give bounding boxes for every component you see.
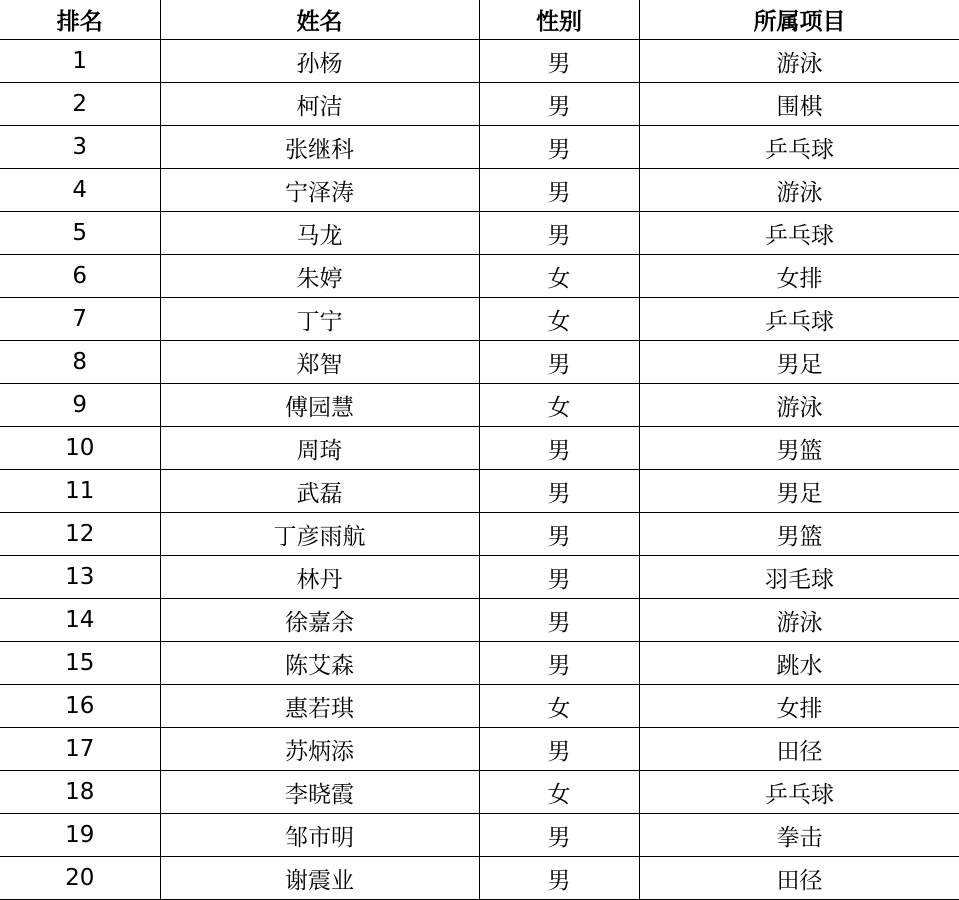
cell-sport: 游泳 [639, 599, 959, 642]
cell-name: 林丹 [160, 556, 479, 599]
cell-sport: 男足 [639, 341, 959, 384]
cell-name: 柯洁 [160, 83, 479, 126]
cell-rank: 16 [0, 685, 160, 728]
header-sport: 所属项目 [639, 0, 959, 40]
cell-rank: 13 [0, 556, 160, 599]
table-row [0, 642, 959, 685]
cell-gender: 男 [479, 212, 639, 255]
cell-sport: 女排 [639, 685, 959, 728]
cell-gender: 男 [479, 126, 639, 169]
table-row [0, 40, 959, 83]
cell-sport: 田径 [639, 728, 959, 771]
cell-name: 傅园慧 [160, 384, 479, 427]
cell-gender: 男 [479, 642, 639, 685]
cell-sport: 游泳 [639, 40, 959, 83]
cell-rank: 1 [0, 40, 160, 83]
cell-gender: 女 [479, 298, 639, 341]
cell-rank: 18 [0, 771, 160, 814]
cell-gender: 女 [479, 771, 639, 814]
cell-gender: 女 [479, 685, 639, 728]
cell-sport: 游泳 [639, 169, 959, 212]
table-row [0, 212, 959, 255]
table-row [0, 169, 959, 212]
table-row [0, 814, 959, 857]
cell-name: 朱婷 [160, 255, 479, 298]
cell-name: 苏炳添 [160, 728, 479, 771]
cell-sport: 乒乓球 [639, 771, 959, 814]
cell-name: 谢震业 [160, 857, 479, 900]
cell-name: 孙杨 [160, 40, 479, 83]
cell-rank: 9 [0, 384, 160, 427]
cell-sport: 男足 [639, 470, 959, 513]
header-row [0, 0, 959, 40]
cell-rank: 8 [0, 341, 160, 384]
cell-sport: 游泳 [639, 384, 959, 427]
table-row [0, 298, 959, 341]
cell-name: 丁宁 [160, 298, 479, 341]
cell-sport: 跳水 [639, 642, 959, 685]
cell-sport: 男篮 [639, 513, 959, 556]
cell-sport: 乒乓球 [639, 126, 959, 169]
cell-gender: 女 [479, 384, 639, 427]
cell-name: 李晓霞 [160, 771, 479, 814]
cell-rank: 3 [0, 126, 160, 169]
cell-rank: 14 [0, 599, 160, 642]
cell-name: 徐嘉余 [160, 599, 479, 642]
cell-gender: 男 [479, 169, 639, 212]
cell-name: 张继科 [160, 126, 479, 169]
table-row [0, 513, 959, 556]
cell-name: 惠若琪 [160, 685, 479, 728]
header-gender: 性别 [479, 0, 639, 40]
table-row [0, 255, 959, 298]
cell-sport: 乒乓球 [639, 298, 959, 341]
cell-sport: 围棋 [639, 83, 959, 126]
table-row [0, 599, 959, 642]
cell-rank: 10 [0, 427, 160, 470]
table-row [0, 384, 959, 427]
header-rank: 排名 [0, 0, 160, 40]
table-row [0, 83, 959, 126]
cell-rank: 5 [0, 212, 160, 255]
cell-gender: 男 [479, 83, 639, 126]
cell-gender: 男 [479, 341, 639, 384]
table-row [0, 427, 959, 470]
table-row [0, 470, 959, 513]
table-row [0, 857, 959, 900]
cell-gender: 男 [479, 470, 639, 513]
cell-name: 邹市明 [160, 814, 479, 857]
cell-gender: 男 [479, 728, 639, 771]
cell-gender: 男 [479, 513, 639, 556]
cell-sport: 拳击 [639, 814, 959, 857]
cell-rank: 19 [0, 814, 160, 857]
cell-sport: 田径 [639, 857, 959, 900]
cell-name: 宁泽涛 [160, 169, 479, 212]
cell-sport: 女排 [639, 255, 959, 298]
cell-rank: 15 [0, 642, 160, 685]
table-row [0, 728, 959, 771]
cell-gender: 男 [479, 427, 639, 470]
table-row [0, 685, 959, 728]
cell-rank: 20 [0, 857, 160, 900]
cell-rank: 2 [0, 83, 160, 126]
cell-gender: 男 [479, 814, 639, 857]
cell-gender: 女 [479, 255, 639, 298]
cell-gender: 男 [479, 599, 639, 642]
cell-rank: 11 [0, 470, 160, 513]
table-row [0, 771, 959, 814]
cell-name: 郑智 [160, 341, 479, 384]
cell-rank: 12 [0, 513, 160, 556]
cell-name: 丁彦雨航 [160, 513, 479, 556]
cell-gender: 男 [479, 857, 639, 900]
cell-gender: 男 [479, 40, 639, 83]
cell-name: 陈艾森 [160, 642, 479, 685]
table-row [0, 126, 959, 169]
cell-rank: 17 [0, 728, 160, 771]
header-name: 姓名 [160, 0, 479, 40]
cell-rank: 6 [0, 255, 160, 298]
cell-sport: 男篮 [639, 427, 959, 470]
table-body [0, 40, 959, 900]
table-header [0, 0, 959, 40]
cell-gender: 男 [479, 556, 639, 599]
table-row [0, 341, 959, 384]
cell-name: 周琦 [160, 427, 479, 470]
cell-rank: 4 [0, 169, 160, 212]
cell-sport: 羽毛球 [639, 556, 959, 599]
cell-sport: 乒乓球 [639, 212, 959, 255]
cell-rank: 7 [0, 298, 160, 341]
cell-name: 武磊 [160, 470, 479, 513]
cell-name: 马龙 [160, 212, 479, 255]
table-row [0, 556, 959, 599]
